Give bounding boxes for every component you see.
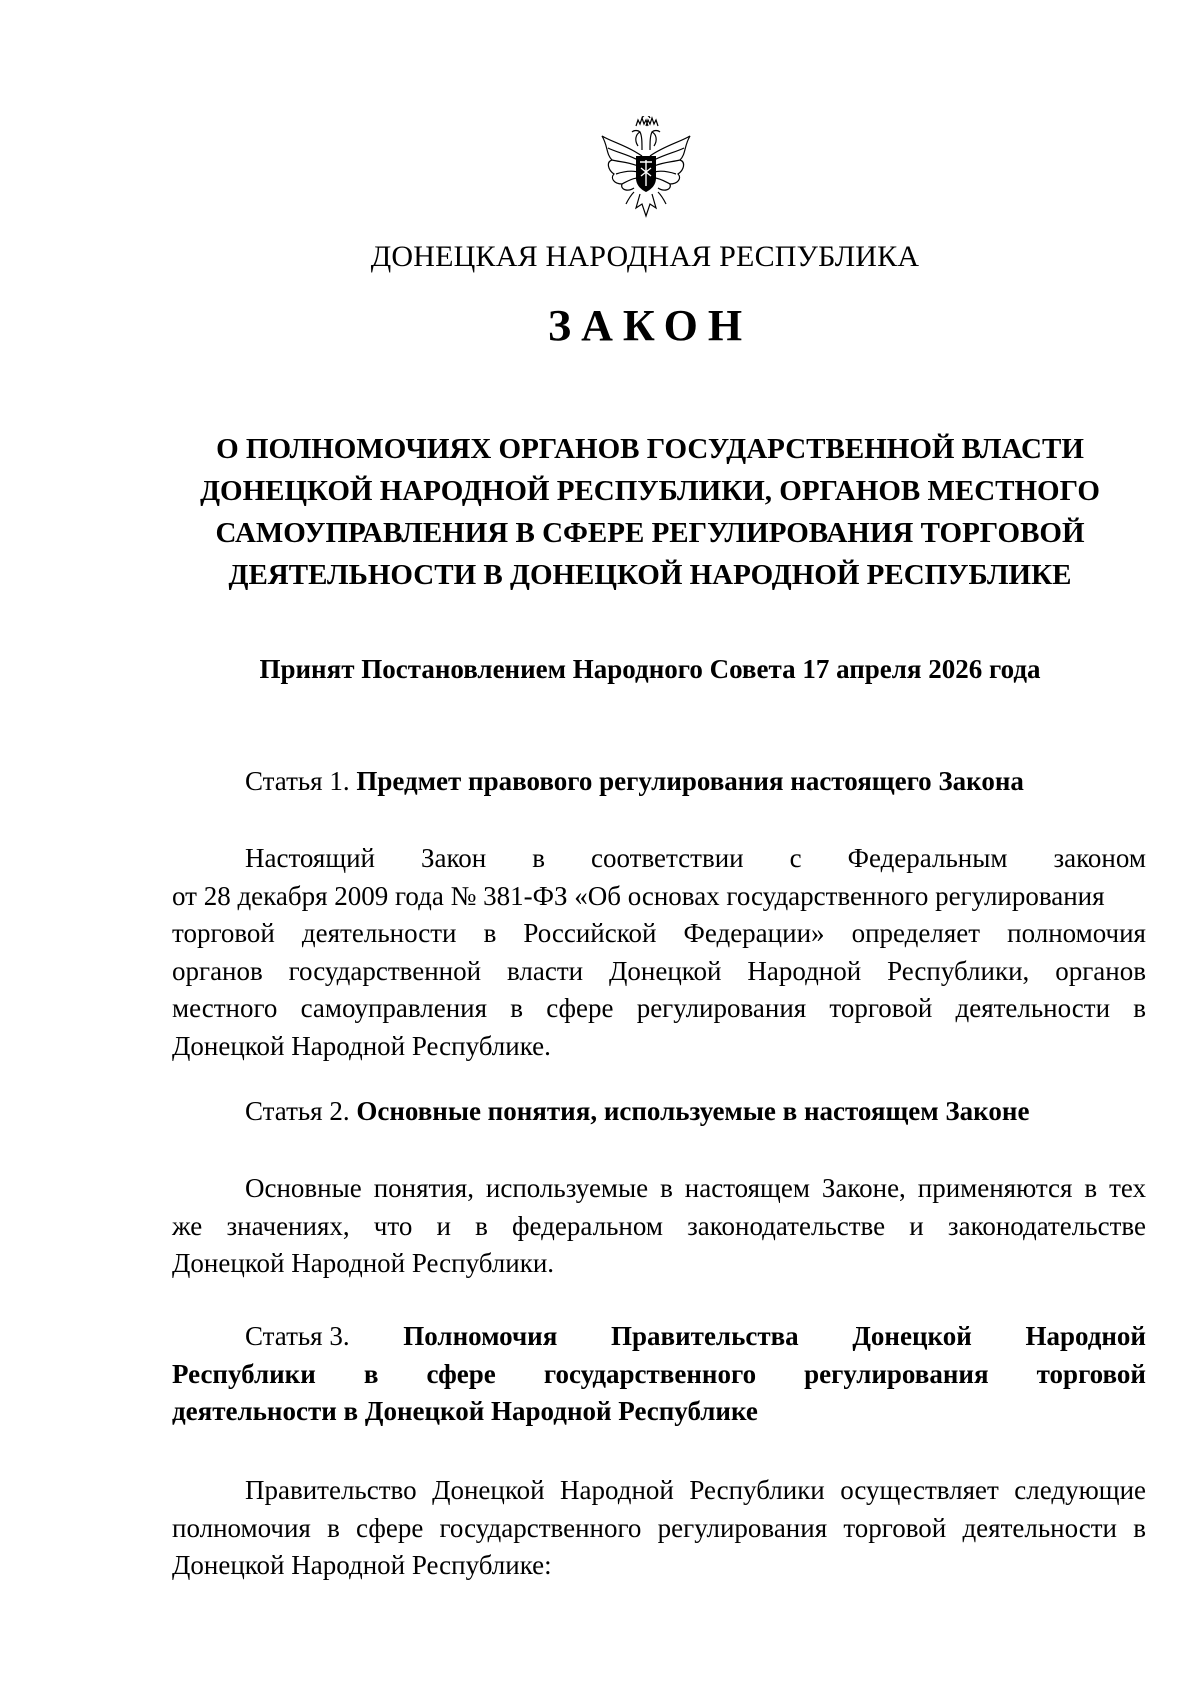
- word: Республики: [172, 1358, 316, 1389]
- adoption-statement: Принят Постановлением Народного Совета 17 апреля 2026 года: [259, 654, 1041, 684]
- article-2-heading: [245, 1096, 1029, 1127]
- heading-line: [172, 1318, 1146, 1356]
- word: определяет: [851, 918, 981, 948]
- coat-of-arms-icon: [598, 116, 694, 220]
- word: в: [510, 993, 524, 1023]
- article-1-heading: [245, 766, 1024, 797]
- paragraph-line: [172, 1208, 1146, 1246]
- word: органов: [1055, 955, 1146, 986]
- word: же: [172, 1210, 203, 1241]
- word: соответствии: [591, 843, 744, 873]
- heading-line: деятельности в Донецкой Народной Республике: [172, 1396, 758, 1426]
- word: деятельности: [301, 918, 457, 948]
- word: регулирования: [636, 993, 807, 1023]
- word: тех: [1109, 1173, 1146, 1203]
- paragraph-line: [172, 915, 1146, 953]
- word: деятельности: [962, 1512, 1118, 1543]
- paragraph-line: [172, 1170, 1146, 1208]
- word: Народной: [747, 955, 862, 986]
- word: Правительства: [611, 1321, 799, 1351]
- word: в: [363, 1358, 379, 1389]
- word: государственного: [543, 1358, 757, 1389]
- law-title-line: О ПОЛНОМОЧИЯХ ОРГАНОВ ГОСУДАРСТВЕННОЙ ВЛАСТИ: [216, 433, 1084, 465]
- word: федеральном: [512, 1210, 663, 1241]
- word: осуществляет: [840, 1475, 999, 1505]
- law-title-line: ДЕЯТЕЛЬНОСТИ В ДОНЕЦКОЙ НАРОДНОЙ РЕСПУБЛИКЕ: [228, 559, 1072, 591]
- article-number: Статья 1.: [245, 766, 350, 796]
- paragraph-line: Донецкой Народной Республике:: [172, 1550, 552, 1580]
- word: Донецкой: [432, 1475, 545, 1505]
- word: торговой: [1036, 1358, 1146, 1389]
- word: с: [789, 843, 802, 873]
- word: Российской: [523, 918, 657, 948]
- word: в: [483, 918, 497, 948]
- word: понятия,: [373, 1173, 474, 1203]
- word: самоуправления: [300, 993, 488, 1023]
- word: законодательстве: [947, 1210, 1146, 1241]
- article-number: Статья 3.: [245, 1321, 350, 1351]
- word: деятельности: [955, 993, 1111, 1023]
- word: торговой: [172, 918, 275, 948]
- paragraph-line: [172, 990, 1146, 1028]
- word: что: [373, 1210, 413, 1241]
- word: и: [909, 1210, 924, 1241]
- paragraph-line: Донецкой Народной Республике.: [172, 1030, 551, 1061]
- word: в: [660, 1173, 673, 1203]
- paragraph-line: [172, 840, 1146, 878]
- word: Народной: [560, 1475, 674, 1505]
- article-1-body: [172, 840, 1146, 1065]
- word: Федерации»: [683, 918, 825, 948]
- article-title: Предмет правового регулирования настоящего Закона: [356, 766, 1024, 796]
- word: Народной: [1025, 1321, 1146, 1351]
- word: в: [532, 843, 546, 873]
- word: законом: [1053, 843, 1146, 873]
- article-number: Статья 2.: [245, 1096, 350, 1126]
- law-title-line: ДОНЕЦКОЙ НАРОДНОЙ РЕСПУБЛИКИ, ОРГАНОВ МЕСТНОГО: [200, 475, 1100, 507]
- word: используемые: [485, 1173, 649, 1203]
- word: Законе,: [821, 1173, 906, 1203]
- word: Правительство: [245, 1475, 417, 1505]
- word: регулирования: [657, 1512, 828, 1543]
- article-title: Основные понятия, используемые в настоящем Законе: [356, 1096, 1030, 1126]
- article-3-heading: [172, 1318, 1146, 1431]
- word: в: [475, 1210, 488, 1241]
- word: в: [1133, 993, 1146, 1023]
- word: власти: [506, 955, 584, 986]
- word: в: [1084, 1173, 1098, 1203]
- paragraph-line: [172, 1510, 1146, 1548]
- country-name: ДОНЕЦКАЯ НАРОДНАЯ РЕСПУБЛИКА: [370, 240, 920, 273]
- word: законодательстве: [687, 1210, 886, 1241]
- word: Республики: [689, 1475, 825, 1505]
- word: торговой: [829, 993, 933, 1023]
- paragraph-line: [172, 1472, 1146, 1510]
- paragraph-line: от 28 декабря 2009 года № 381-ФЗ «Об основах государственного регулирования: [172, 880, 1105, 911]
- word: сфере: [356, 1512, 424, 1543]
- word: Федеральным: [847, 843, 1008, 873]
- word: Республики,: [887, 955, 1030, 986]
- word: в: [1133, 1512, 1146, 1543]
- paragraph-line: Донецкой Народной Республики.: [172, 1248, 555, 1278]
- word: сфере: [426, 1358, 496, 1389]
- word: полномочия: [1007, 918, 1146, 948]
- word: государственного: [439, 1512, 642, 1543]
- word: значениях,: [226, 1210, 350, 1241]
- word: сфере: [546, 993, 614, 1023]
- word: в: [327, 1512, 340, 1543]
- document-type: ЗАКОН: [547, 301, 753, 350]
- paragraph-line: [172, 953, 1146, 991]
- word: следующие: [1014, 1475, 1146, 1505]
- word: полномочия: [172, 1512, 311, 1543]
- article-3-body: [172, 1472, 1146, 1585]
- word: местного: [172, 993, 278, 1023]
- word: органов: [172, 955, 263, 986]
- heading-line: [172, 1356, 1146, 1394]
- word: Закон: [421, 843, 487, 873]
- word: Настоящий: [245, 843, 376, 873]
- word: торговой: [843, 1512, 947, 1543]
- word: Донецкой: [608, 955, 722, 986]
- word: государственной: [288, 955, 482, 986]
- law-title: [160, 428, 1140, 596]
- word: Полномочия: [403, 1321, 558, 1351]
- word: регулирования: [804, 1358, 989, 1389]
- word: Донецкой: [852, 1321, 972, 1351]
- law-title-line: САМОУПРАВЛЕНИЯ В СФЕРЕ РЕГУЛИРОВАНИЯ ТОРГОВОЙ: [215, 517, 1085, 549]
- word: настоящем: [684, 1173, 810, 1203]
- article-2-body: [172, 1170, 1146, 1283]
- word: и: [436, 1210, 451, 1241]
- word: применяются: [917, 1173, 1073, 1203]
- word: Основные: [245, 1173, 362, 1203]
